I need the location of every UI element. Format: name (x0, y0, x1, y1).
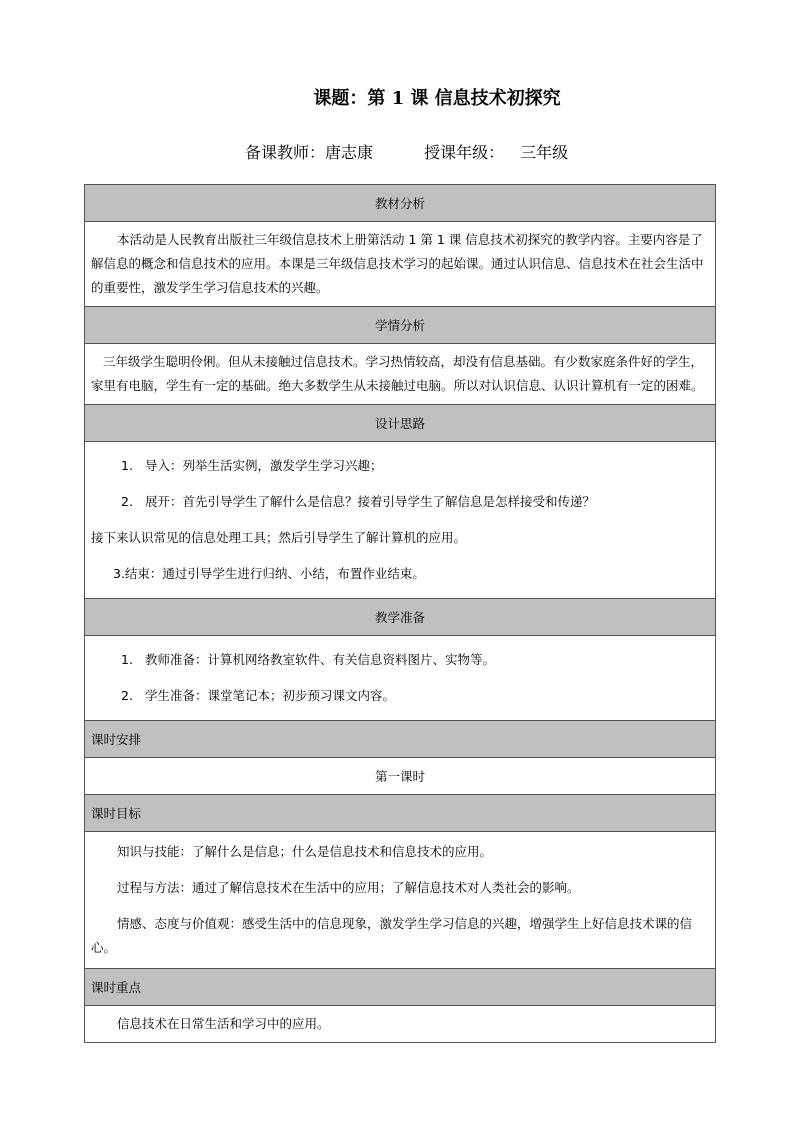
lesson-meta (245, 140, 568, 163)
key-points-heading: 课时重点 (85, 969, 716, 1006)
objectives-cell (85, 832, 716, 969)
grade-label: 授课年级： (424, 143, 505, 162)
list-number: 2. (121, 688, 133, 703)
preparation-item-2 (91, 678, 709, 714)
design-idea-item-2 (91, 484, 709, 520)
design-idea-heading: 设计思路 (85, 405, 716, 442)
list-text: 导入：列举生活实例，激发学生学习兴趣； (145, 458, 383, 473)
design-idea-item-1 (91, 448, 709, 484)
objective-knowledge: 知识与技能：了解什么是信息；什么是信息技术和信息技术的应用。 (117, 844, 493, 859)
key-points-text: 信息技术在日常生活和学习中的应用。 (117, 1016, 330, 1031)
lesson-plan-table (84, 184, 716, 1043)
objective-emotion: 情感、态度与价值观：感受生活中的信息现象，激发学生学习信息的兴趣，增强学生上好信息技术课的信心。 (91, 916, 693, 955)
schedule-heading: 课时安排 (85, 721, 716, 758)
objectives-heading: 课时目标 (85, 795, 716, 832)
list-text: 展开：首先引导学生了解什么是信息？接着引导学生了解信息是怎样接受和传递？ (145, 494, 596, 509)
key-points-cell (85, 1006, 716, 1043)
list-text: 学生准备：课堂笔记本；初步预习课文内容。 (145, 688, 396, 703)
student-analysis-heading: 学情分析 (85, 307, 716, 344)
grade-info (424, 140, 568, 163)
student-analysis-text: 三年级学生聪明伶俐。但从未接触过信息技术。学习热情较高，却没有信息基础。有少数家庭条件好的学生，家里有电脑，学生有一定的基础。绝大多数学生从未接触过电脑。所以对认识信息、认识计算机有一定的困难。 (91, 354, 704, 393)
list-number: 2. (121, 494, 133, 509)
grade-value: 三年级 (520, 143, 569, 162)
preparation-cell (85, 636, 716, 721)
preparation-item-1 (91, 642, 709, 678)
material-analysis-cell (85, 222, 716, 307)
list-number: 1. (121, 458, 133, 473)
list-number: 1. (121, 652, 133, 667)
design-idea-cell (85, 442, 716, 599)
material-analysis-text: 本活动是人民教育出版社三年级信息技术上册第活动 1 第 1 课 信息技术初探究的教学内容。主要内容是了解信息的概念和信息技术的应用。本课是三年级信息技术学习的起始课。通过认识信息、信息技术在社会生活中的重要性，激发学生学习信息技术的兴趣。 (91, 232, 704, 295)
material-analysis-heading: 教材分析 (85, 185, 716, 222)
objective-process: 过程与方法：通过了解信息技术在生活中的应用；了解信息技术对人类社会的影响。 (117, 880, 580, 895)
student-analysis-cell (85, 344, 716, 405)
lesson-title: 课题：第 1 课 信息技术初探究 (313, 88, 561, 109)
schedule-value: 第一课时 (85, 758, 716, 795)
preparation-heading: 教学准备 (85, 599, 716, 636)
teacher-label: 备课教师：唐志康 (245, 143, 374, 162)
design-idea-line-3: 接下来认识常见的信息处理工具；然后引导学生了解计算机的应用。 (91, 530, 467, 545)
list-text: 教师准备：计算机网络教室软件、有关信息资料图片、实物等。 (145, 652, 496, 667)
design-idea-line-4: 3.结束：通过引导学生进行归纳、小结，布置作业结束。 (113, 566, 425, 581)
